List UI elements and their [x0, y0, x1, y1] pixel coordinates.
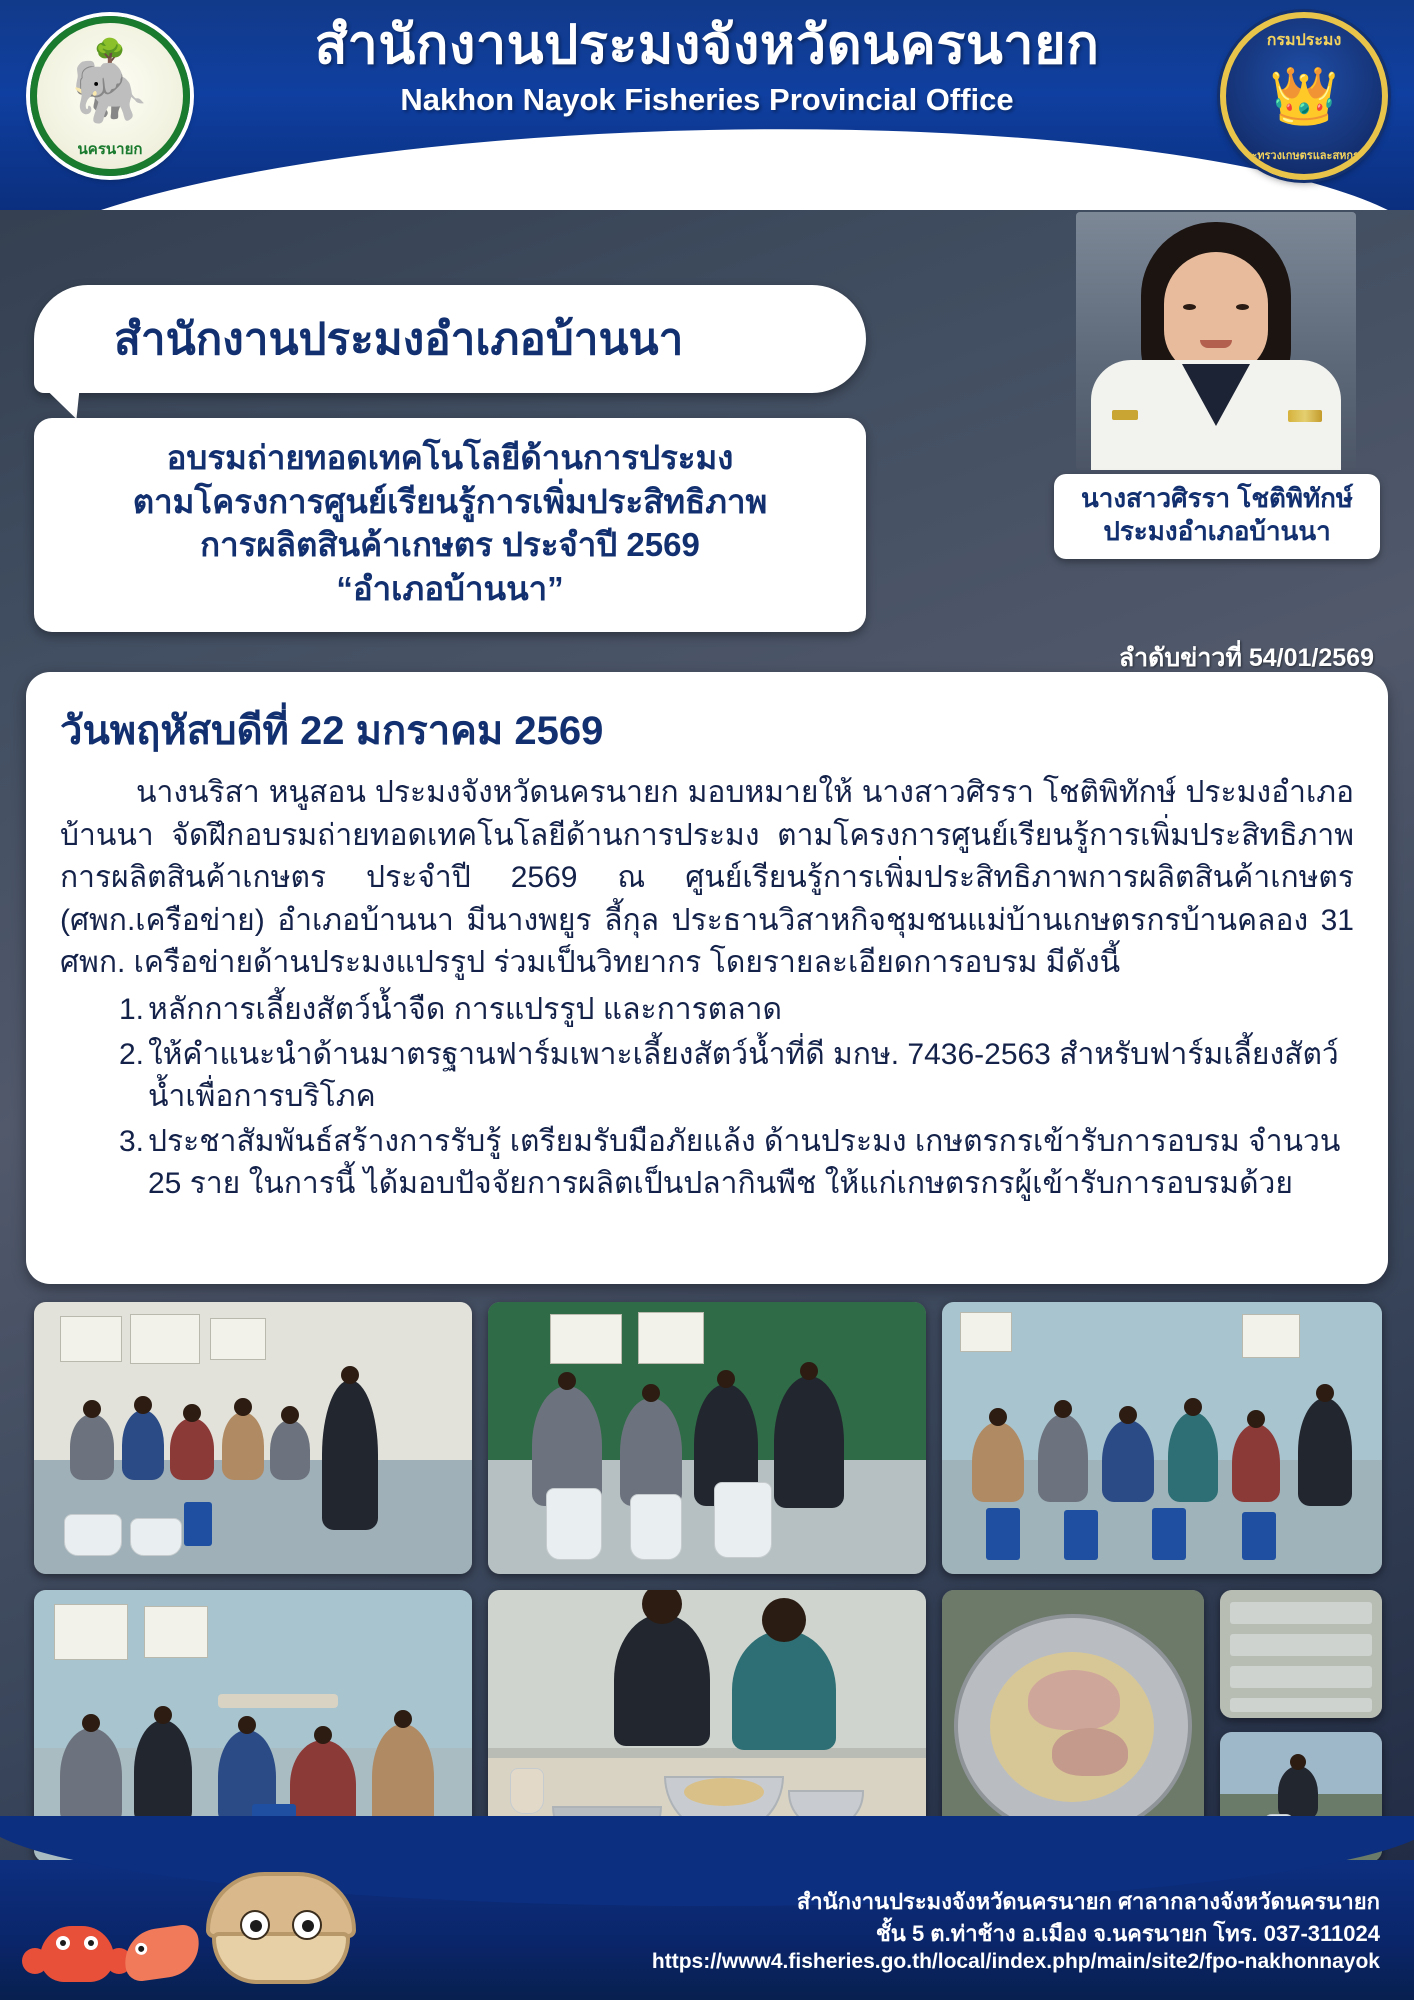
- list-item: [104, 1121, 1354, 1206]
- officer-name-label: นางสาวศิรรา โชติพิทักษ์: [1080, 483, 1354, 513]
- list-item-text: ประชาสัมพันธ์สร้างการรับรู้ เตรียมรับมือภัยแล้ง ด้านประมง เกษตรกรเข้ารับการอบรม จำนวน 25 ราย ในการนี้ ได้มอบปัจจัยการผลิตเป็นปลากินพืช ให้แก่เกษตรกรผู้เข้ารับการอบรมด้วย: [148, 1124, 1341, 1201]
- news-body-card: [26, 672, 1388, 1284]
- header-title-group: [0, 14, 1414, 118]
- header-title-thai: สำนักงานประมงจังหวัดนครนายก: [314, 15, 1100, 75]
- shrimp-icon: [121, 1923, 203, 1983]
- province-emblem-icon: [30, 16, 190, 176]
- photo-7: [1220, 1590, 1382, 1718]
- list-item-text: หลักการเลี้ยงสัตว์น้ำจืด การแปรรูป และการตลาด: [148, 992, 782, 1026]
- office-name-label: สำนักงานประมงอำเภอบ้านนา: [114, 315, 684, 364]
- list-item: [104, 1034, 1354, 1119]
- list-item-number: 3.: [118, 1124, 144, 1158]
- photo-gallery: [34, 1302, 1382, 1862]
- list-item: [104, 989, 1354, 1032]
- department-emblem-top-label: กรมประมง: [1266, 32, 1342, 49]
- header-title-english: Nakhon Nayok Fisheries Provincial Office: [400, 82, 1014, 118]
- topic-line-1: อบรมถ่ายทอดเทคโนโลยีด้านการประมง: [166, 439, 734, 476]
- department-emblem-bottom-label: กระทรวงเกษตรและสหกรณ์: [1238, 150, 1370, 162]
- officer-photo: [1076, 212, 1356, 470]
- news-number-label: ลำดับข่าวที่ 54/01/2569: [1118, 644, 1374, 672]
- office-name-banner: [34, 285, 866, 393]
- photo-3: [942, 1302, 1382, 1574]
- officer-rank-badge-icon: [1288, 410, 1322, 422]
- tree-icon: 🌳: [93, 37, 127, 67]
- officer-eye-right: [1236, 304, 1249, 310]
- footer-address-line-1: สำนักงานประมงจังหวัดนครนายก ศาลากลางจังหวัดนครนายก: [796, 1889, 1380, 1914]
- photo-1: [34, 1302, 472, 1574]
- list-item-number: 2.: [118, 1037, 144, 1071]
- news-date-label: วันพฤหัสบดีที่ 22 มกราคม 2569: [60, 709, 604, 753]
- footer-address-line-2: ชั้น 5 ต.ท่าช้าง อ.เมือง จ.นครนายก โทร. 037-311024: [875, 1920, 1380, 1946]
- officer-block: [1076, 212, 1356, 547]
- header-wave-white: [0, 115, 1414, 210]
- officer-eye-left: [1183, 304, 1196, 310]
- garuda-icon: 👑: [1269, 64, 1339, 127]
- topic-line-4: “อำเภอบ้านนา”: [336, 569, 564, 607]
- officer-position-label: ประมงอำเภอบ้านนา: [1103, 516, 1331, 547]
- page-footer: [0, 1860, 1414, 2000]
- officer-name-card: [1054, 474, 1380, 559]
- officer-mouth: [1200, 340, 1232, 348]
- page-header: [0, 0, 1414, 210]
- topic-line-3: การผลิตสินค้าเกษตร ประจำปี 2569: [200, 526, 700, 564]
- department-emblem-icon: [1220, 12, 1388, 180]
- footer-website-link[interactable]: https://www4.fisheries.go.th/local/index.php/main/site2/fpo-nakhonnayok: [651, 1949, 1380, 1973]
- officer-collar: [1182, 364, 1250, 426]
- photo-2: [488, 1302, 926, 1574]
- officer-face-shape: [1164, 252, 1268, 376]
- clam-icon: [206, 1872, 356, 1984]
- news-detail-list: [104, 989, 1354, 1206]
- crab-icon: [40, 1926, 114, 1982]
- footer-contact: [480, 1886, 1380, 1974]
- mascot-group: [20, 1864, 400, 1994]
- province-emblem-label: นครนายก: [77, 141, 143, 158]
- news-paragraph: นางนริสา หนูสอน ประมงจังหวัดนครนายก มอบหมายให้ นางสาวศิรรา โชติพิทักษ์ ประมงอำเภอบ้านนา จัดฝึกอบรมถ่ายทอดเทคโนโลยีด้านการประมง ตามโครงการศูนย์เรียนรู้การเพิ่มประสิทธิภาพการผลิตสินค้าเกษตร ประจำปี 2569 ณ ศูนย์เรียนรู้การเพิ่มประสิทธิภาพการผลิตสินค้าเกษตร (ศพก.เครือข่าย) อำเภอบ้านนา มีนางพยูร ลี้กุล ประธานวิสาหกิจชุมชนแม่บ้านเกษตรกรบ้านคลอง 31 ศพก. เครือข่ายด้านประมงแปรรูป ร่วมเป็นวิทยากร โดยรายละเอียดการอบรม มีดังนี้: [60, 776, 1354, 980]
- topic-box: [34, 418, 866, 632]
- list-item-number: 1.: [118, 992, 144, 1026]
- topic-line-2: ตามโครงการศูนย์เรียนรู้การเพิ่มประสิทธิภาพ: [132, 482, 768, 520]
- list-item-text: ให้คำแนะนำด้านมาตรฐานฟาร์มเพาะเลี้ยงสัตว์น้ำที่ดี มกษ. 7436-2563 สำหรับฟาร์มเลี้ยงสัตว์น้ำเพื่อการบริโภค: [148, 1037, 1339, 1114]
- officer-name-badge-icon: [1112, 410, 1138, 420]
- elephant-icon: 🐘: [71, 58, 149, 128]
